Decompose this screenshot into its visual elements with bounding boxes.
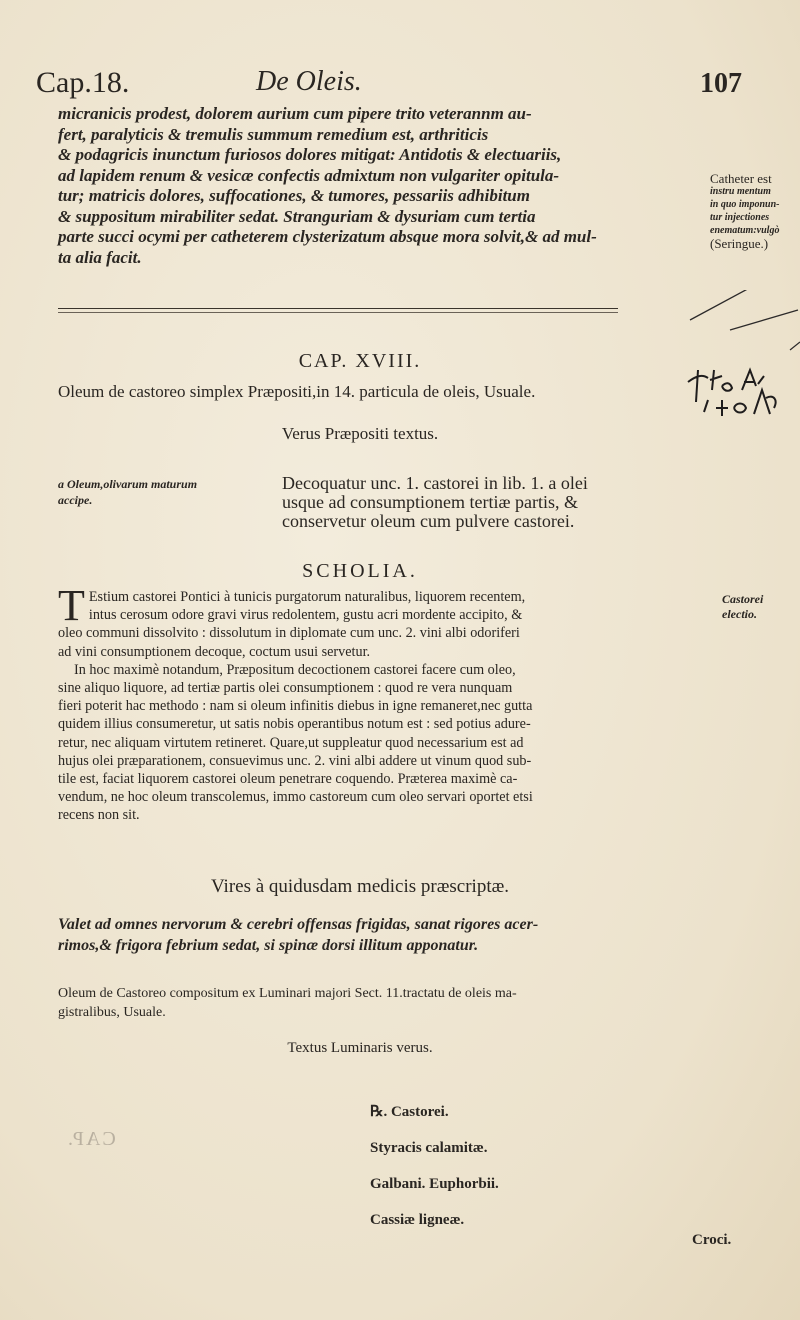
text-line: retur, nec aliquam virtutem retineret. Quare,ut suppleatur quod necessarium est ad xyxy=(58,734,524,751)
bleed-through-text: CAP. xyxy=(66,1128,116,1150)
ingredient-item: Styracis calamitæ. xyxy=(370,1140,488,1156)
recipe-text xyxy=(282,474,682,531)
side-note-line: accipe. xyxy=(58,493,93,507)
recipe-line: conservetur oleum cum pulvere castorei. xyxy=(282,511,575,531)
subheading-line: Verus Præpositi textus. xyxy=(281,424,439,443)
chapter-heading: CAP. XVIII. xyxy=(298,350,422,372)
text-line: hujus olei præparationem, consuevimus unc. 2. vini albi addere ut vinum quod sub- xyxy=(58,752,532,769)
recipe-line: usque ad consumptionem tertiæ partis, & xyxy=(282,492,578,512)
subheading-line: Oleum de castoreo simplex Præpositi,in 14. particula de oleis, Usuale. xyxy=(58,382,536,401)
scholia-body xyxy=(58,581,718,825)
page-title: De Oleis. xyxy=(256,66,362,97)
text-line: Estium castorei Pontici à tunicis purgatorum naturalibus, liquorem recentem, xyxy=(88,589,526,605)
margin-note-line: in quo imponun- xyxy=(710,199,780,210)
text-line: quidem illius consumeretur, ut satis nobis operantibus notum est : sed potius adure- xyxy=(58,716,531,733)
divider-rule xyxy=(58,308,618,309)
text-line: fieri poterit hac methodo : nam si oleum infinitis diebus in igne remaneret,nec gutta xyxy=(58,698,533,715)
margin-note-line: (Seringue.) xyxy=(710,236,769,251)
textus-heading: Textus Luminaris verus. xyxy=(287,1040,433,1056)
text-line: vendum, ne hoc oleum transcolemus, immo castoreum cum oleo servari oportet etsi xyxy=(58,789,533,806)
ingredient-item: Cassiæ ligneæ. xyxy=(370,1212,465,1228)
page-number: 107 xyxy=(700,68,742,99)
text-line: Valet ad omnes nervorum & cerebri offensas frigidas, sanat rigores acer- xyxy=(58,916,539,933)
text-line: recens non sit. xyxy=(58,807,140,824)
side-note-line: a Oleum,olivarum maturum xyxy=(58,477,198,491)
ingredient-item: Galbani. Euphorbii. xyxy=(370,1176,499,1192)
text-line: parte succi ocymi per catheterem clysterizatum absque mora solvit,& ad mul- xyxy=(58,227,597,246)
text-line: sine aliquo liquore, ad tertiæ partis olei consumptionem : quod re vera nunquam xyxy=(58,680,513,697)
catchword: Croci. xyxy=(692,1232,732,1248)
margin-note-line: Catheter est xyxy=(710,171,772,186)
valet-paragraph xyxy=(58,914,728,956)
ingredient-list xyxy=(370,1094,670,1238)
scholia-heading: SCHOLIA. xyxy=(302,560,418,582)
chapter-label: Cap.18. xyxy=(36,66,130,99)
margin-note-castorei: Castorei electio. xyxy=(722,592,764,621)
text-line: gistralibus, Usuale. xyxy=(58,1005,166,1020)
text-line: ta alia facit. xyxy=(58,247,142,267)
recipe-line: Decoquatur unc. 1. castorei in lib. 1. a olei xyxy=(282,473,588,493)
margin-note-catheter xyxy=(710,172,795,250)
text-line: & suppositum mirabiliter sedat. Stranguriam & dysuriam cum tertia xyxy=(58,206,536,226)
text-line: oleo communi dissolvito : dissolutum in diplomate cum unc. 2. vini albi odoriferi xyxy=(58,625,520,642)
opening-paragraph xyxy=(58,104,698,268)
text-line: In hoc maximè notandum, Præpositum decoctionem castorei facere cum oleo, xyxy=(74,661,516,678)
side-note-olive-oil xyxy=(58,476,258,508)
text-line: fert, paralyticis & tremulis summum remedium est, arthriticis xyxy=(58,124,489,144)
text-line: Oleum de Castoreo compositum ex Luminari majori Sect. 11.tractatu de oleis ma- xyxy=(58,986,517,1001)
text-line: ad vini consumptionem decoque, coctum usui servetur. xyxy=(58,643,371,660)
divider-rule xyxy=(58,312,618,313)
ingredient-item: ℞. Castorei. xyxy=(370,1104,449,1120)
section-heading-vires: Vires à quidusdam medicis præscriptæ. xyxy=(210,876,510,897)
margin-note-line: instru mentum xyxy=(710,186,771,197)
text-line: micranicis prodest, dolorem aurium cum pipere trito veterannm au- xyxy=(58,104,532,123)
text-line: & podagricis inunctum furiosos dolores mitigat: Antidotis & electuariis, xyxy=(58,145,562,164)
drop-cap: T xyxy=(58,581,85,630)
compound-oil-paragraph xyxy=(58,984,728,1022)
text-line: tur; matricis dolores, suffocationes, & tumores, pessariis adhibitum xyxy=(58,186,530,205)
text-line: rimos,& frigora febrium sedat, si spinæ dorsi illitum apponatur. xyxy=(58,937,479,954)
margin-note-line: enematum:vulgò xyxy=(710,225,780,236)
running-header xyxy=(36,66,770,104)
text-line: intus cerosum odore gravi virus redolentem, gustu acri mordente accipito, & xyxy=(88,607,523,624)
margin-note-line: tur injectiones xyxy=(710,212,770,223)
text-line: tile est, faciat liquorem castorei oleum penetrare coquendo. Præterea maximè ca- xyxy=(58,771,518,788)
text-line: ad lapidem renum & vesicæ confectis admixtum non vulgariter opitula- xyxy=(58,165,560,185)
